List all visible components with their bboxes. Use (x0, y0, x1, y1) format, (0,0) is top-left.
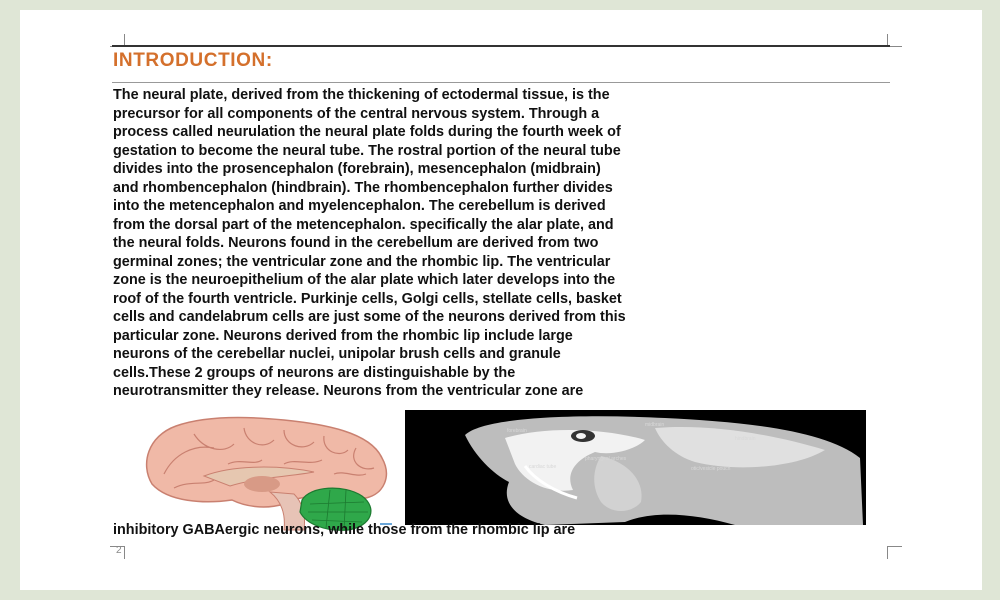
header-rule (112, 45, 890, 47)
heading-underline (112, 82, 890, 83)
label-cardiac-tube: cardiac tube (529, 464, 557, 470)
label-otic: otic/vesicle pouch (691, 466, 731, 472)
crop-mark-bottom-right (887, 546, 902, 559)
label-hindbrain: hindbrain (735, 436, 756, 442)
page-number: 2 (116, 545, 122, 556)
label-pharyngeal-arches: pharyngeal arches (585, 456, 627, 462)
label-forebrain: forebrain (507, 428, 527, 434)
introduction-paragraph: The neural plate, derived from the thickening of ectodermal tissue, is the precursor for all components of the central nervous system. Through a process called neurulation the neural plate folds during the fourth week of gestation to become the neural tube. The rostral portion of the neural tube divides into the prosencephalon (forebrain), mesencephalon (midbrain) and rhombencephalon (hindbrain). The rhombencephalon further divides into the metencephalon and myelencephalon. The cerebellum is derived from the dorsal part of the metencephalon. specifically the alar plate, and the neural folds. Neurons found in the cerebellum are derived from two germinal zones; the ventricular zone and the rhombic lip. The ventricular zone is the neuroepithelium of the alar plate which later develops into the roof of the fourth ventricle. Purkinje cells, Golgi cells, stellate cells, basket cells and candelabrum cells are just some of the neurons derived from this particular zone. Neurons derived from the rhombic lip include large neurons of the cerebellar nuclei, unipolar brush cells and granule cells.These 2 groups of neurons are distinguishable by the neurotransmitter they release. Neurons from the ventricular zone are (113, 87, 626, 399)
section-heading: INTRODUCTION: (113, 50, 273, 71)
continuation-line: inhibitory GABAergic neurons, while those from the rhombic lip are (113, 522, 576, 538)
brain-sagittal-illustration (134, 414, 404, 532)
embryo-micrograph (405, 410, 866, 525)
label-midbrain: midbrain (645, 422, 665, 428)
document-page (20, 10, 982, 590)
